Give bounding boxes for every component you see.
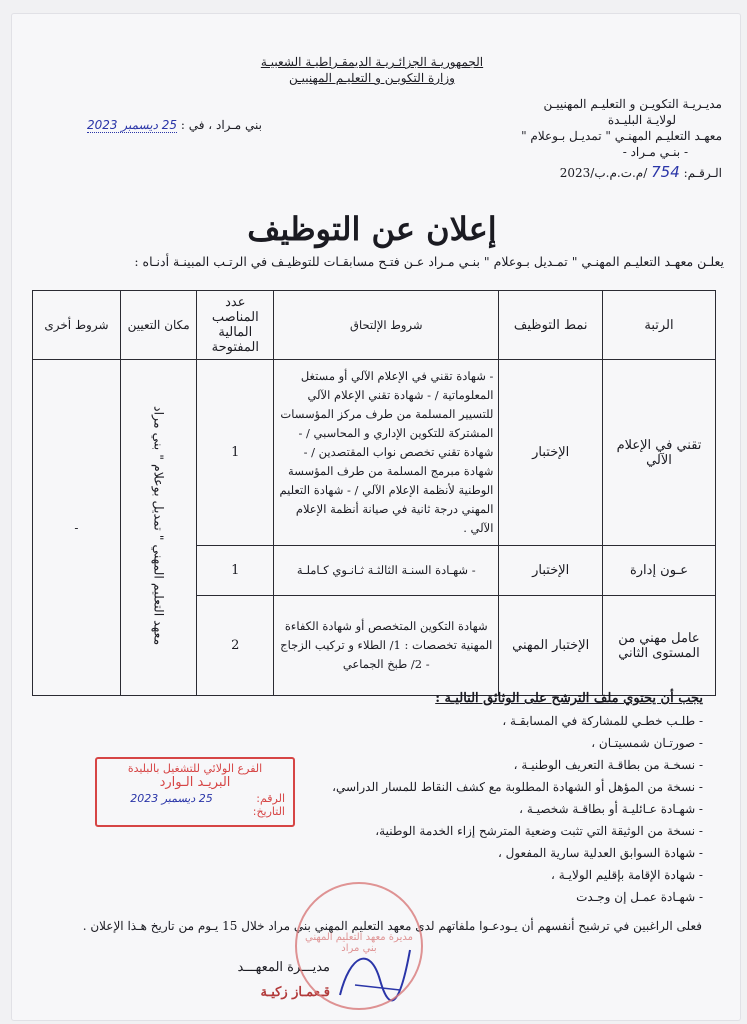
document-item: - نسخـة من بطاقـة التعريف الوطنيـة ، [513, 758, 703, 772]
positions-table [32, 290, 716, 696]
stamp-line2: البريـد الـوارد [159, 775, 231, 790]
cell-count: 2 [197, 596, 274, 696]
document-item: - نسخة من الوثيقة التي تثبت وضعية المترشح إزاء الخدمة الوطنية، [375, 824, 703, 838]
header-rank: الرتبة [602, 291, 715, 360]
document-item: - شهادة الإقامة بإقليم الولايـة ، [551, 868, 703, 882]
date-handwritten: 25 ديسمبر 2023 [87, 118, 178, 132]
round-seal [295, 882, 423, 1010]
republic-line: الجمهوريـة الجزائـريـة الديمقـراطيـة الشعبيـة [260, 55, 484, 69]
cell-rank: عـون إدارة [602, 546, 715, 596]
document-item: - شهـادة عـائليـة أو بطاقـة شخصيـة ، [519, 802, 703, 816]
cell-rank: تقني في الإعلام الآلي [602, 360, 715, 546]
cell-count: 1 [197, 546, 274, 596]
date-prefix: بني مـراد ، في : [180, 118, 262, 132]
reference-number: 754 [651, 163, 680, 181]
reference-line [492, 164, 722, 181]
header-center [252, 54, 492, 86]
document-item: - صورتـان شمسيتـان ، [591, 736, 703, 750]
stamp-date-hand: 25 ديسمبر 2023 [130, 792, 213, 805]
table-row [33, 360, 716, 546]
cell-mode: الإختبار [499, 546, 603, 596]
document-item: - طلـب خطـي للمشاركة في المسابقـة ، [502, 714, 703, 728]
documents-section [283, 688, 703, 908]
wilaya-line: لولايـة البليـدة [607, 113, 676, 127]
header-mode: نمط التوظيف [499, 291, 603, 360]
signature-role: مديـــرة المعهـــد [237, 960, 330, 975]
stamp-fields [97, 792, 293, 818]
cell-conditions: شهادة التكوين المتخصص أو شهادة الكفاءة المهنية تخصصات : 1/ الطلاء و تركيب الزجاج - 2/ طبخ الجماعي [274, 596, 499, 696]
cell-mode: الإختبار المهني [499, 596, 603, 696]
stamp-received-label: الرقم: [256, 792, 285, 805]
cell-count: 1 [197, 360, 274, 546]
institute-line: معهـد التعليـم المهنـي " تمديـل بـوعلام " [521, 129, 722, 143]
header-right [492, 96, 722, 181]
stamp-date-label: التاريخ: [252, 805, 285, 818]
seal-text: مديرة معهد التعليم المهني بني مراد [305, 932, 413, 954]
closing-sentence: فعلى الراغبين في ترشيح أنفسهم أن يـودعـوا ملفاتهم لدى معهد التعليم المهني بني مراد خلال 15 يـوم من تاريخ هـذا الإعلان . [82, 919, 702, 933]
documents-list [283, 710, 703, 908]
reference-suffix: /م.ت.م.ب/2023 [559, 166, 648, 180]
header-place: مكان التعيين [120, 291, 197, 360]
cell-mode: الإختبار [499, 360, 603, 546]
header-conditions: شروط الإلتحاق [274, 291, 499, 360]
page-title: إعلان عن التوظيف [247, 210, 497, 248]
document-item: - شهـادة عمـل إن وجـدت [576, 890, 703, 904]
city-line: - بنـي مـراد - [622, 145, 688, 159]
reference-label: الـرقـم: [683, 166, 722, 180]
cell-conditions: - شهـادة السنـة الثالثـة ثـانـوي كـاملـة [274, 546, 499, 596]
document-item: - شهادة السوابق العدلية سارية المفعول ، [497, 846, 703, 860]
header-count: عدد المناصب المالية المفتوحة [197, 291, 274, 360]
header-other: شروط أخرى [33, 291, 121, 360]
directorate-line: مديـريـة التكويـن و التعليـم المهنييـن [543, 97, 722, 111]
cell-conditions: - شهادة تقني في الإعلام الآلي أو مستغل المعلوماتية / - شهادة تقني الإعلام الآلي للتسيير المسلمة من طرف مركز المؤسسات المشتركة للتكوين الإداري و المحاسبي / - شهادة تقني تخصص نواب المقتصدين / - شهادة مبرمج المسلمة من طرف المؤسسة الوطنية لأنظمة الإعلام الآلي / - شهادة التعليم المهني درجة ثانية في صيانة أنظمة الإعلام الآلي . [274, 360, 499, 546]
stamp-line1: الفرع الولائي للتشغيل بالبليدة [127, 762, 263, 775]
signature-name: قـعمـاز زكيـة [260, 985, 330, 1000]
cell-rank: عامل مهني من المستوى الثاني [602, 596, 715, 696]
documents-heading: يجب أن يحتوي ملف الترشح على الوثائق التاليـة : [435, 691, 703, 706]
table-header-row [33, 291, 716, 360]
place-text: معهد التعليم المهني " تمديل بوعلام " بني مراد [151, 406, 167, 646]
date-line [62, 118, 262, 132]
cell-other: - [33, 360, 121, 696]
reception-stamp [95, 757, 295, 827]
intro-paragraph: يعلـن معهـد التعليـم المهنـي " تمـديل بـوعلام " بنـي مـراد عـن فتـح مسابقـات للتوظيـف في الرتـب المبينـة أدنـاه : [134, 254, 724, 269]
cell-place [120, 360, 197, 696]
ministry-line: وزارة التكويـن و التعليـم المهنييـن [289, 71, 455, 85]
document-item: - نسخة من المؤهل أو الشهادة المطلوبة مع كشف النقاط للمسار الدراسي، [332, 780, 703, 794]
